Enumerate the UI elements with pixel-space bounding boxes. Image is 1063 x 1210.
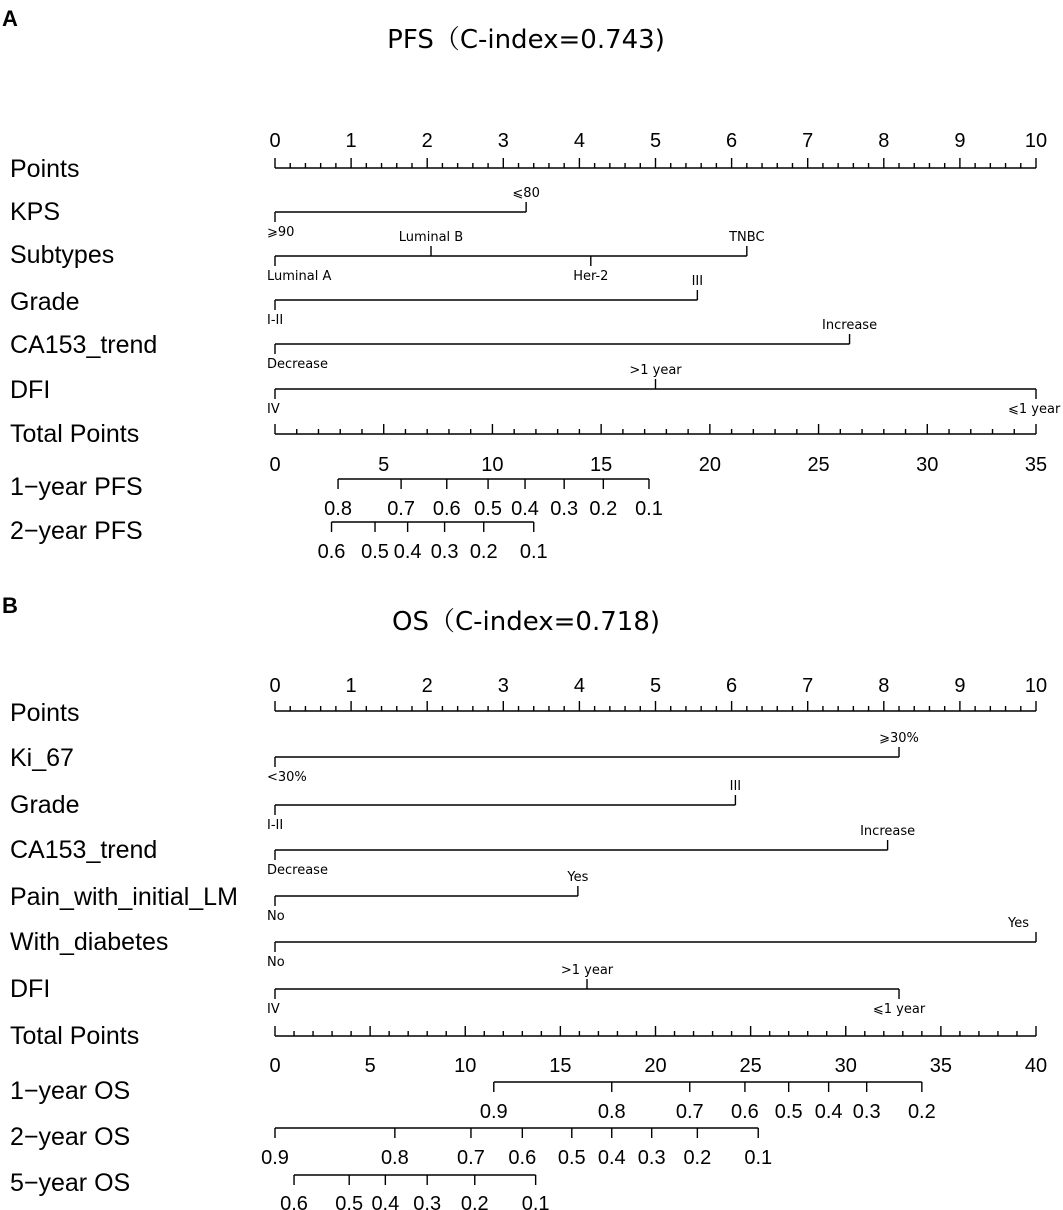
prob-tick-label: 0.2 [683,1147,712,1169]
prob-axis-label: 5−year OS [10,1169,131,1197]
prob-axis-2-year-os [10,1123,772,1169]
total-tick-label: 5 [378,454,390,476]
points-tick-label: 5 [649,675,662,697]
panel-letter: A [2,6,18,31]
variable-row-with-diabetes [10,916,1036,970]
level-label-90: ⩾90 [267,225,295,240]
prob-tick-label: 0.8 [597,1101,626,1123]
prob-tick-label: 0.3 [852,1101,881,1123]
prob-tick-label: 0.1 [519,541,548,563]
points-tick-label: 0 [269,130,281,152]
level-label-i-ii: I-II [267,313,284,328]
total-tick-label: 25 [807,454,830,476]
total-tick-label: 20 [644,1055,667,1077]
total-tick-label: 35 [929,1055,952,1077]
nomogram-panel-b [2,593,1047,1210]
variable-row-pain-with-initial-lm [10,870,589,924]
prob-tick-label: 0.5 [335,1193,364,1210]
prob-tick-label: 0.2 [907,1101,936,1123]
variable-label: KPS [10,198,61,226]
points-tick-label: 9 [954,130,966,152]
prob-tick-label: 0.6 [317,541,346,563]
prob-tick-label: 0.9 [479,1101,508,1123]
prob-tick-label: 0.4 [393,541,422,563]
total-tick-label: 40 [1024,1055,1048,1077]
prob-tick-label: 0.4 [371,1193,400,1210]
points-tick-label: 4 [573,130,585,152]
prob-axis-1-year-pfs [10,473,663,520]
prob-tick-label: 0.4 [511,498,539,520]
level-label-1-year: ⩽1 year [872,1002,926,1017]
level-label-her-2: Her-2 [573,269,609,284]
prob-tick-label: 0.6 [731,1101,759,1123]
prob-tick-label: 0.1 [521,1193,550,1210]
variable-row-dfi [10,963,926,1017]
level-label-iv: IV [267,1002,280,1017]
prob-tick-label: 0.5 [474,498,502,520]
total-tick-label: 30 [834,1055,857,1077]
level-label-yes: Yes [567,870,589,885]
total-tick-label: 15 [549,1055,572,1077]
total-tick-label: 5 [364,1055,376,1077]
variable-row-ki-67 [10,731,919,785]
variable-label: CA153_trend [10,836,158,864]
variable-label: DFI [10,975,51,1003]
prob-tick-label: 0.5 [557,1147,586,1169]
points-tick-label: 10 [1024,675,1048,697]
prob-tick-label: 0.1 [744,1147,773,1169]
level-label-increase: Increase [860,824,916,839]
level-label-no: No [267,909,285,924]
variable-label: DFI [10,376,51,404]
level-label-increase: Increase [822,318,878,333]
prob-tick-label: 0.3 [430,541,459,563]
total-tick-label: 10 [481,454,504,476]
level-label-iv: IV [267,402,280,417]
nomogram-panel-a [2,6,1061,563]
prob-axis-label: 2−year PFS [10,517,143,545]
prob-tick-label: 0.5 [361,541,389,563]
prob-axis-label: 1−year OS [10,1077,131,1105]
total-points-label: Total Points [10,420,140,448]
points-tick-label: 10 [1024,130,1048,152]
points-tick-label: 7 [802,130,814,152]
points-tick-label: 7 [802,675,814,697]
level-label-luminal-b: Luminal B [398,230,464,245]
variable-label: Subtypes [10,241,115,269]
total-tick-label: 0 [269,1055,281,1077]
variable-label: Grade [10,288,80,316]
total-tick-label: 20 [698,454,721,476]
prob-tick-label: 0.2 [460,1193,489,1210]
prob-tick-label: 0.7 [675,1101,704,1123]
prob-axis-1-year-os [10,1077,936,1123]
prob-tick-label: 0.7 [457,1147,485,1169]
prob-tick-label: 0.8 [380,1147,409,1169]
points-tick-label: 1 [345,675,357,697]
points-tick-label: 6 [726,130,738,152]
prob-tick-label: 0.2 [589,498,618,520]
variable-label: Ki_67 [10,744,74,772]
prob-tick-label: 0.3 [550,498,579,520]
prob-tick-label: 0.4 [597,1147,626,1169]
total-tick-label: 15 [590,454,613,476]
points-tick-label: 5 [649,130,662,152]
level-label-30: <30% [267,770,307,785]
level-label-30: ⩾30% [879,731,919,746]
points-tick-label: 9 [954,675,966,697]
prob-axis-label: 2−year OS [10,1123,131,1151]
panel-title: PFS（C-index=0.743) [387,25,665,55]
prob-axis-5-year-os [10,1169,550,1210]
points-tick-label: 3 [497,130,509,152]
points-tick-label: 0 [269,675,281,697]
points-tick-label: 1 [345,130,357,152]
level-label-luminal-a: Luminal A [267,269,332,284]
prob-tick-label: 0.6 [280,1193,308,1210]
points-tick-label: 2 [421,130,433,152]
prob-tick-label: 0.7 [387,498,416,520]
points-tick-label: 2 [421,675,433,697]
variable-label: Pain_with_initial_LM [10,883,238,911]
variable-label: CA153_trend [10,331,158,359]
level-label-iii: III [691,274,704,289]
points-tick-label: 3 [497,675,509,697]
level-label-1-year: >1 year [629,363,682,378]
points-tick-label: 8 [878,130,890,152]
prob-tick-label: 0.8 [324,498,352,520]
points-axis-label: Points [10,155,80,183]
variable-label: Grade [10,791,80,819]
panel-letter: B [2,593,18,618]
prob-axis-2-year-pfs [10,517,548,563]
total-tick-label: 0 [269,454,281,476]
prob-tick-label: 0.5 [774,1101,803,1123]
level-label-i-ii: I-II [267,818,284,833]
points-axis-label: Points [10,699,80,727]
prob-tick-label: 0.6 [508,1147,537,1169]
variable-row-subtypes [10,230,765,284]
prob-tick-label: 0.4 [814,1101,843,1123]
total-tick-label: 25 [739,1055,762,1077]
points-tick-label: 8 [878,675,890,697]
level-label-decrease: Decrease [267,357,328,372]
variable-row-grade [10,779,741,833]
level-label-no: No [267,955,285,970]
points-tick-label: 6 [726,675,738,697]
variable-row-dfi [10,363,1061,417]
prob-tick-label: 0.1 [635,498,663,520]
total-tick-label: 10 [454,1055,477,1077]
level-label-yes: Yes [1008,916,1029,931]
level-label-80: ⩽80 [512,186,540,201]
variable-row-ca153-trend [10,318,877,372]
total-tick-label: 35 [1024,454,1048,476]
level-label-1-year: ⩽1 year [1008,402,1061,417]
variable-label: With_diabetes [10,928,169,956]
level-label-1-year: >1 year [560,963,614,978]
level-label-tnbc: TNBC [729,230,765,245]
level-label-iii: III [729,779,742,794]
prob-tick-label: 0.3 [413,1193,442,1210]
prob-tick-label: 0.6 [432,498,461,520]
prob-tick-label: 0.3 [637,1147,666,1169]
variable-row-ca153-trend [10,824,915,878]
level-label-decrease: Decrease [267,863,328,878]
total-points-label: Total Points [10,1022,140,1050]
panel-title: OS（C-index=0.718) [392,607,660,637]
points-tick-label: 4 [573,675,585,697]
prob-tick-label: 0.9 [261,1147,289,1169]
prob-axis-label: 1−year PFS [10,473,143,501]
total-tick-label: 30 [916,454,939,476]
prob-tick-label: 0.2 [469,541,498,563]
